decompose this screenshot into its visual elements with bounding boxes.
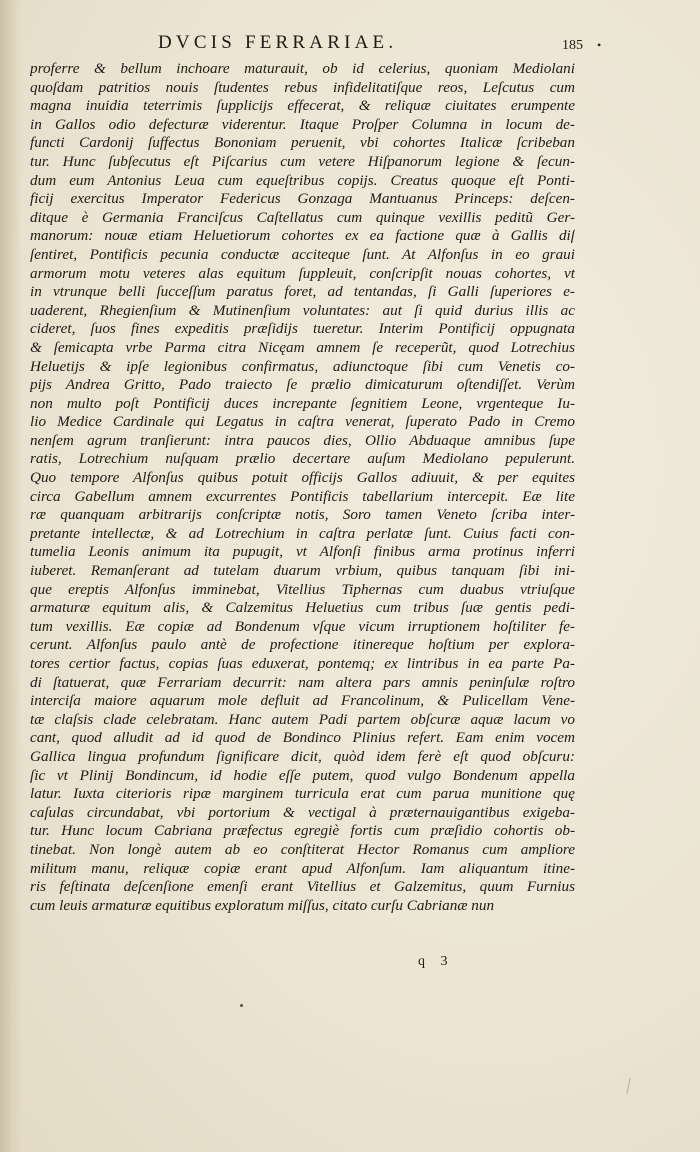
text-line: uaderent, Rhegienſium & Mutinenſium voluntates: aut ſi quid durius illis ac — [30, 301, 575, 319]
text-line: tur. Hunc locum Cabriana præfectus egregiè fortis cum præſidio cohortis ob- — [30, 822, 575, 840]
margin-mark: • — [597, 38, 602, 52]
text-line: circa Gabellum amnem excurrentes Pontificis tabellarium intercepit. Eæ lite — [30, 487, 575, 505]
text-line: ſic vt Plinij Bondincum, id hodie eſſe putem, quod vulgo Bondenum appella — [30, 766, 575, 784]
text-line: pijs Andrea Gritto, Pado traiecto ſe prælio dimicaturum oſtendiſſet. Verùm — [30, 376, 575, 394]
text-line: cant, quod alludit ad id quod de Bondinco Plinius refert. Eam enim vocem — [30, 729, 575, 747]
text-line: pretante intellectæ, & ad Lotrechium in caſtra perlatæ ſunt. Cuius facti con- — [30, 524, 575, 542]
text-line: non multo poſt Pontificij duces increpante ſegnitiem Leone, vrgenteque Iu- — [30, 394, 575, 412]
text-line: tumelia Leonis animum ita pupugit, vt Alfonſi finibus arma protinus inferri — [30, 543, 575, 561]
text-line: lio Medice Cardinale qui Legatus in caſtra venerat, ſuperato Pado in Cremo — [30, 413, 575, 431]
text-line: armaturæ equitum alis, & Calzemitus Heluetius cum tribus ſuæ gentis pedi- — [30, 599, 575, 617]
text-line: interciſa maiore aquarum mole defluit ad Francolinum, & Pulicellam Vene- — [30, 692, 575, 710]
text-line: tum vexillis. Eæ copiæ ad Bondenum vſque vicum irruptionem hoſtiliter fe- — [30, 617, 575, 635]
text-line: tinebat. Non longè autem ab eo conſtiterat Hector Romanus cum ampliore — [30, 840, 575, 858]
text-line: nenſem agrum tranſierunt: intra paucos dies, Ollio Abduaque amnibus ſupe — [30, 431, 575, 449]
page-header — [0, 32, 700, 58]
text-line: tæ claſsis clade celebratam. Hanc autem Padi partem obſcuræ aquæ lacum vo — [30, 710, 575, 728]
text-line: armorum motu veteres alas equitum ſuppleuit, conſcripſit nouas cohortes, vt — [30, 264, 575, 282]
text-line: manorum: nouæ etiam Heluetiorum cohortes ex ea factione quæ à Gallis diſ — [30, 227, 575, 245]
text-line: quoſdam patritios nouis ſtudentes rebus infidelitatiſque reos, Leſcutus cum — [30, 78, 575, 96]
text-line: tores certior factus, copias ſuas eduxerat, pontemq; ex lintribus in ea parte Pa- — [30, 655, 575, 672]
text-line: & ſemicapta vrbe Parma citra Nicęam amnem ſe receperũt, quod Lotrechius — [30, 338, 575, 356]
running-title: DVCIS FERRARIAE. — [158, 32, 398, 53]
text-line: di ſtatuerat, quæ Ferrariam decurrit: nam altera pars amnis peninſulæ roſtro — [30, 673, 575, 691]
text-line: que ereptis Alfonſus imminebat, Vitellius Tiphernas cum duabus vtriuſque — [30, 580, 575, 598]
text-line: proferre & bellum inchoare maturauit, ob id celerius, quoniam Mediolani — [30, 60, 575, 77]
text-line: latur. Iuxta citerioris ripæ marginem turricula erat cum parua munitione quę — [30, 785, 575, 803]
text-line: cerunt. Alfonſus paulo antè de profectione itinereque hoſtium per explora- — [30, 636, 575, 654]
main-text-block — [30, 60, 575, 915]
ink-speck — [240, 1004, 243, 1007]
text-line: Gallica lingua profundum ſignificare dicit, quòd idem ferè eſt quod obſcuru: — [30, 747, 575, 765]
text-line: in vtrunque belli ſucceſſum paratus foret, ad tentandas, ſi Galli ſuperiores e- — [30, 283, 575, 301]
text-line: functi Cardonij ſuffectus Bononiam peruenit, vbi cohortes Italicæ ſcribeban — [30, 134, 575, 152]
text-line: ratis, Lotrechium nuſquam prælio decertare auſum Mediolano pepulerunt. — [30, 450, 575, 468]
text-line: ris feſtinata deſcenſione emenſi erant Vitellius et Galzemitus, quum Furnius — [30, 878, 575, 896]
text-line: Heluetijs & ipſe legionibus confirmatus, adiunctoque ſibi cum Venetis co- — [30, 357, 575, 375]
text-line: iuberet. Remanſerant ad tutelam duarum vrbium, quibus tanquam ſibi ini- — [30, 562, 575, 580]
page-gutter-shadow — [0, 0, 22, 1152]
text-line: dum eum Antonius Leua cum equeſtribus copijs. Creatus quoque eſt Ponti- — [30, 171, 575, 189]
text-line: ditque è Germania Franciſcus Caſtellatus cum quinque vexillis peditũ Ger- — [30, 208, 575, 226]
text-line: magna inuidia teterrimis ſupplicijs effecerat, & reliquæ ciuitates erumpente — [30, 97, 575, 115]
text-line: in Gallos odio defecturæ viderentur. Itaque Proſper Columna in locum de- — [30, 115, 575, 133]
text-line: Quo tempore Alfonſus quibus potuit officijs Gallos adiuuit, & per equites — [30, 469, 575, 487]
text-line: caſulas circundabat, vbi portorium & vectigal à prӕternauigantibus exigeba- — [30, 803, 575, 821]
signature-mark: q 3 — [418, 954, 454, 969]
folio-number: 185 — [562, 38, 583, 53]
paper-crease — [626, 1078, 630, 1094]
text-line: ſentiret, Pontificis pecunia conductæ acciteque ſunt. At Alfonſus in eo graui — [30, 245, 575, 263]
text-line: militum manu, reliquæ copiæ erant apud Alfonſum. Iam aliquantum itine- — [30, 859, 575, 877]
text-line: ficij exercitus Imperator Federicus Gonzaga Mantuanus Princeps: deſcen- — [30, 190, 575, 208]
text-line: ræ quanquam arbitrarijs conſcriptæ notis, Soro tamen Veneto ſcriba inter- — [30, 506, 575, 524]
text-line: cum leuis armaturæ equitibus exploratum miſſus, citato curſu Cabrianæ nun — [30, 896, 495, 914]
text-line: tur. Hunc ſubſecutus eſt Piſcarius cum vetere Hiſpanorum legione & ſecun- — [30, 152, 575, 170]
text-line: cideret, ſuos fines expeditis præſidijs tueretur. Interim Pontificij oppugnata — [30, 320, 575, 338]
